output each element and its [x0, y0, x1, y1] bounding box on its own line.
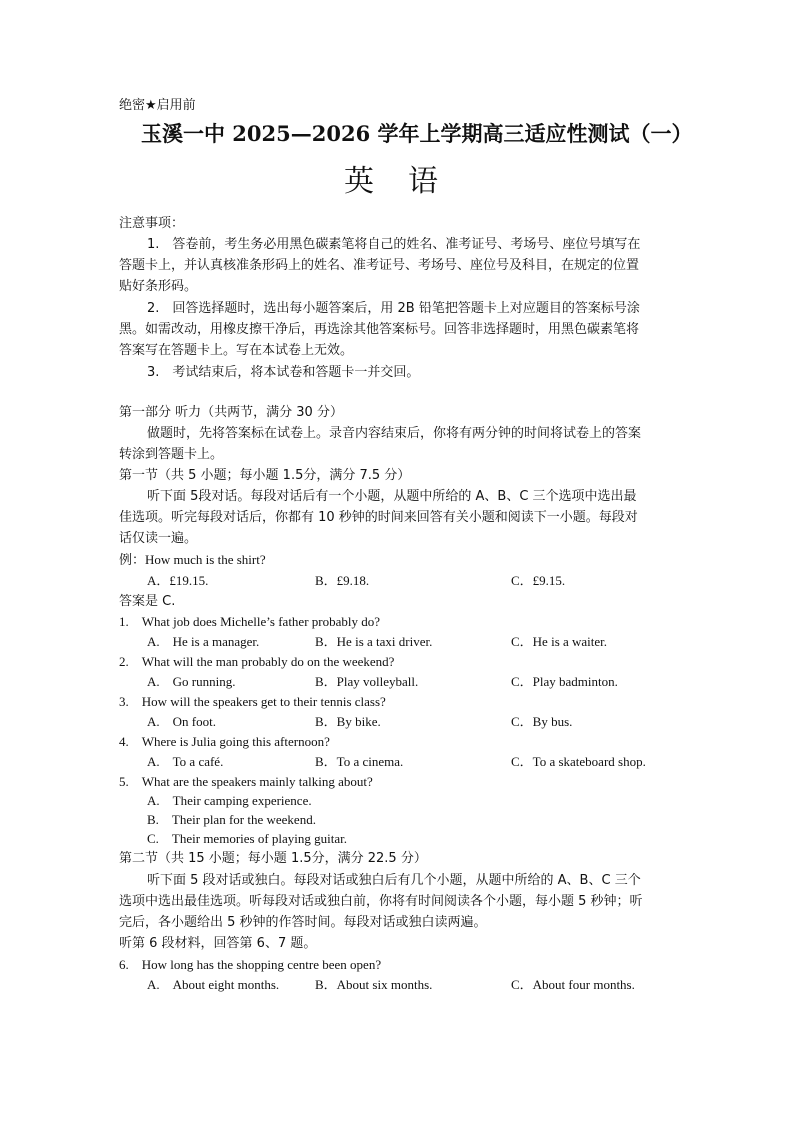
- question-4: 4. Where is Julia going this afternoon?: [119, 734, 330, 749]
- q6-option-a: A. About eight months.: [147, 977, 280, 992]
- notice-heading: 注意事项：: [119, 216, 185, 231]
- q4-option-b: B．To a cinema.: [315, 754, 404, 769]
- question-2: 2. What will the man probably do on the weekend?: [119, 654, 395, 669]
- q1-option-b: B．He is a taxi driver.: [315, 634, 433, 649]
- notice-line: 3. 考试结束后，将本试卷和答题卡一并交回。: [147, 365, 420, 380]
- q2-option-b: B．Play volleyball.: [315, 674, 419, 689]
- section-intro: 话仅读一遍。: [119, 531, 198, 546]
- question-3: 3. How will the speakers get to their tennis class?: [119, 694, 386, 709]
- example-option-c: C．£9.15.: [511, 573, 566, 588]
- section-intro: 佳选项。听完每段对话后，你都有 10 秒钟的时间来回答有关小题和阅读下一小题。每段对: [119, 510, 638, 525]
- notice-line: 贴好条形码。: [119, 279, 198, 294]
- exam-title: 玉溪一中 2025—2026 学年上学期高三适应性测试（一）: [141, 121, 693, 146]
- q2-option-a: A. Go running.: [147, 674, 236, 689]
- q1-option-a: A. He is a manager.: [147, 634, 260, 649]
- q3-option-c: C．By bus.: [511, 714, 573, 729]
- q4-option-a: A. To a café.: [147, 754, 224, 769]
- notice-line: 1. 答卷前，考生务必用黑色碳素笔将自己的姓名、准考证号、考场号、座位号填写在: [147, 237, 641, 252]
- section-heading: 第二节（共 15 小题；每小题 1.5分，满分 22.5 分）: [119, 851, 427, 866]
- example-question: 例：How much is the shirt?: [119, 552, 266, 567]
- q3-option-a: A. On foot.: [147, 714, 216, 729]
- material-note: 听第 6 段材料，回答第 6、7 题。: [119, 936, 317, 951]
- example-option-b: B．£9.18.: [315, 573, 370, 588]
- notice-line: 答案写在答题卡上。写在本试卷上无效。: [119, 343, 354, 358]
- q4-option-c: C．To a skateboard shop.: [511, 754, 646, 769]
- part-intro: 做题时，先将答案标在试卷上。录音内容结束后，你将有两分钟的时间将试卷上的答案: [147, 426, 642, 441]
- notice-line: 黑。如需改动，用橡皮擦干净后，再选涂其他答案标号。回答非选择题时，用黑色碳素笔将: [119, 322, 640, 337]
- q3-option-b: B．By bike.: [315, 714, 381, 729]
- q5-option-b: B. Their plan for the weekend.: [147, 812, 316, 827]
- q6-option-b: B．About six months.: [315, 977, 433, 992]
- section-intro: 选项中选出最佳选项。听每段对话或独白前，你将有时间阅读各个小题，每小题 5 秒钟；听: [119, 894, 643, 909]
- q5-option-a: A. Their camping experience.: [147, 793, 312, 808]
- q6-option-c: C．About four months.: [511, 977, 635, 992]
- subject-title: 英 语: [344, 164, 440, 199]
- q2-option-c: C．Play badminton.: [511, 674, 618, 689]
- question-6: 6. How long has the shopping centre been open?: [119, 957, 382, 972]
- question-1: 1. What job does Michelle’s father probably do?: [119, 614, 381, 629]
- example-option-a: A．£19.15.: [147, 573, 209, 588]
- section-intro: 听下面 5段对话。每段对话后有一个小题，从题中所给的 A、B、C 三个选项中选出最: [147, 489, 637, 504]
- section-intro: 完后，各小题给出 5 秒钟的作答时间。每段对话或独白读两遍。: [119, 915, 487, 930]
- example-answer: 答案是 C.: [119, 594, 176, 609]
- notice-line: 答题卡上，并认真核准条形码上的姓名、准考证号、考场号、座位号及科目，在规定的位置: [119, 258, 640, 273]
- notice-line: 2. 回答选择题时，选出每小题答案后，用 2B 铅笔把答题卡上对应题目的答案标号涂: [147, 301, 640, 316]
- q5-option-c: C. Their memories of playing guitar.: [147, 831, 348, 846]
- q1-option-c: C．He is a waiter.: [511, 634, 608, 649]
- part-intro: 转涂到答题卡上。: [119, 447, 224, 462]
- confidential-mark: 绝密★启用前: [119, 98, 196, 113]
- section-intro: 听下面 5 段对话或独白。每段对话或独白后有几个小题，从题中所给的 A、B、C 三个: [147, 873, 641, 888]
- part-heading: 第一部分 听力（共两节，满分 30 分）: [119, 405, 343, 420]
- question-5: 5. What are the speakers mainly talking about?: [119, 774, 373, 789]
- section-heading: 第一节（共 5 小题；每小题 1.5分，满分 7.5 分）: [119, 468, 411, 483]
